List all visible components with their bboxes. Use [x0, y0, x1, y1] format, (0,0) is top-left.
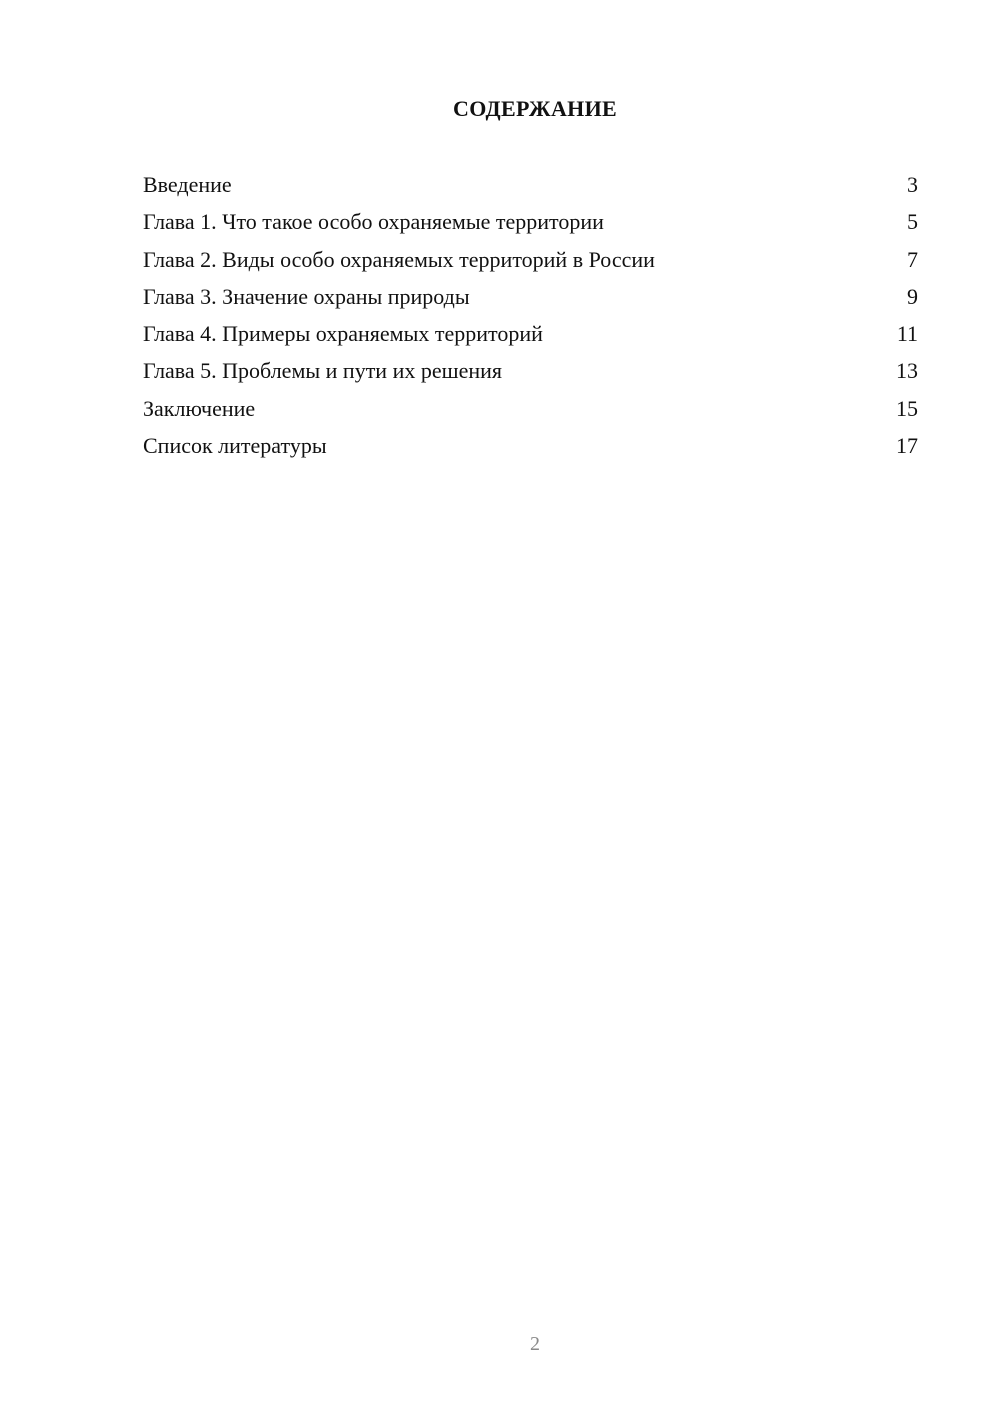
toc-entry-page: 5 — [907, 209, 918, 235]
toc-entry-title: Глава 3. Значение охраны природы — [143, 283, 470, 309]
toc-entry-page: 17 — [896, 433, 918, 459]
toc-entry-title: Глава 2. Виды особо охраняемых территорий в России — [143, 246, 655, 272]
toc-entry[interactable] — [143, 429, 918, 466]
table-of-contents — [143, 168, 918, 466]
toc-entry-title: Заключение — [143, 395, 256, 421]
page-number: 2 — [530, 1333, 540, 1355]
toc-entry-page: 9 — [907, 283, 918, 309]
toc-entry[interactable] — [143, 317, 918, 354]
toc-entry-title: Введение — [143, 172, 232, 197]
toc-entry-title: Глава 1. Что такое особо охраняемые территории — [143, 209, 604, 235]
toc-entry-page: 15 — [896, 395, 918, 421]
toc-entry-title: Глава 4. Примеры охраняемых территорий — [143, 321, 543, 347]
toc-entry-title: Список литературы — [143, 433, 327, 459]
toc-entry-page: 7 — [907, 246, 918, 272]
toc-entry-page: 11 — [896, 321, 918, 347]
toc-entry-title: Глава 5. Проблемы и пути их решения — [143, 358, 502, 384]
toc-entry-page: 3 — [907, 172, 918, 197]
toc-entry[interactable] — [143, 168, 918, 205]
toc-entry-page: 13 — [896, 358, 918, 384]
toc-entry[interactable] — [143, 280, 918, 317]
toc-entry[interactable] — [143, 392, 918, 429]
toc-entry[interactable] — [143, 243, 918, 280]
page-title: СОДЕРЖАНИЕ — [453, 96, 617, 121]
toc-entry[interactable] — [143, 205, 918, 242]
toc-entry[interactable] — [143, 354, 918, 391]
